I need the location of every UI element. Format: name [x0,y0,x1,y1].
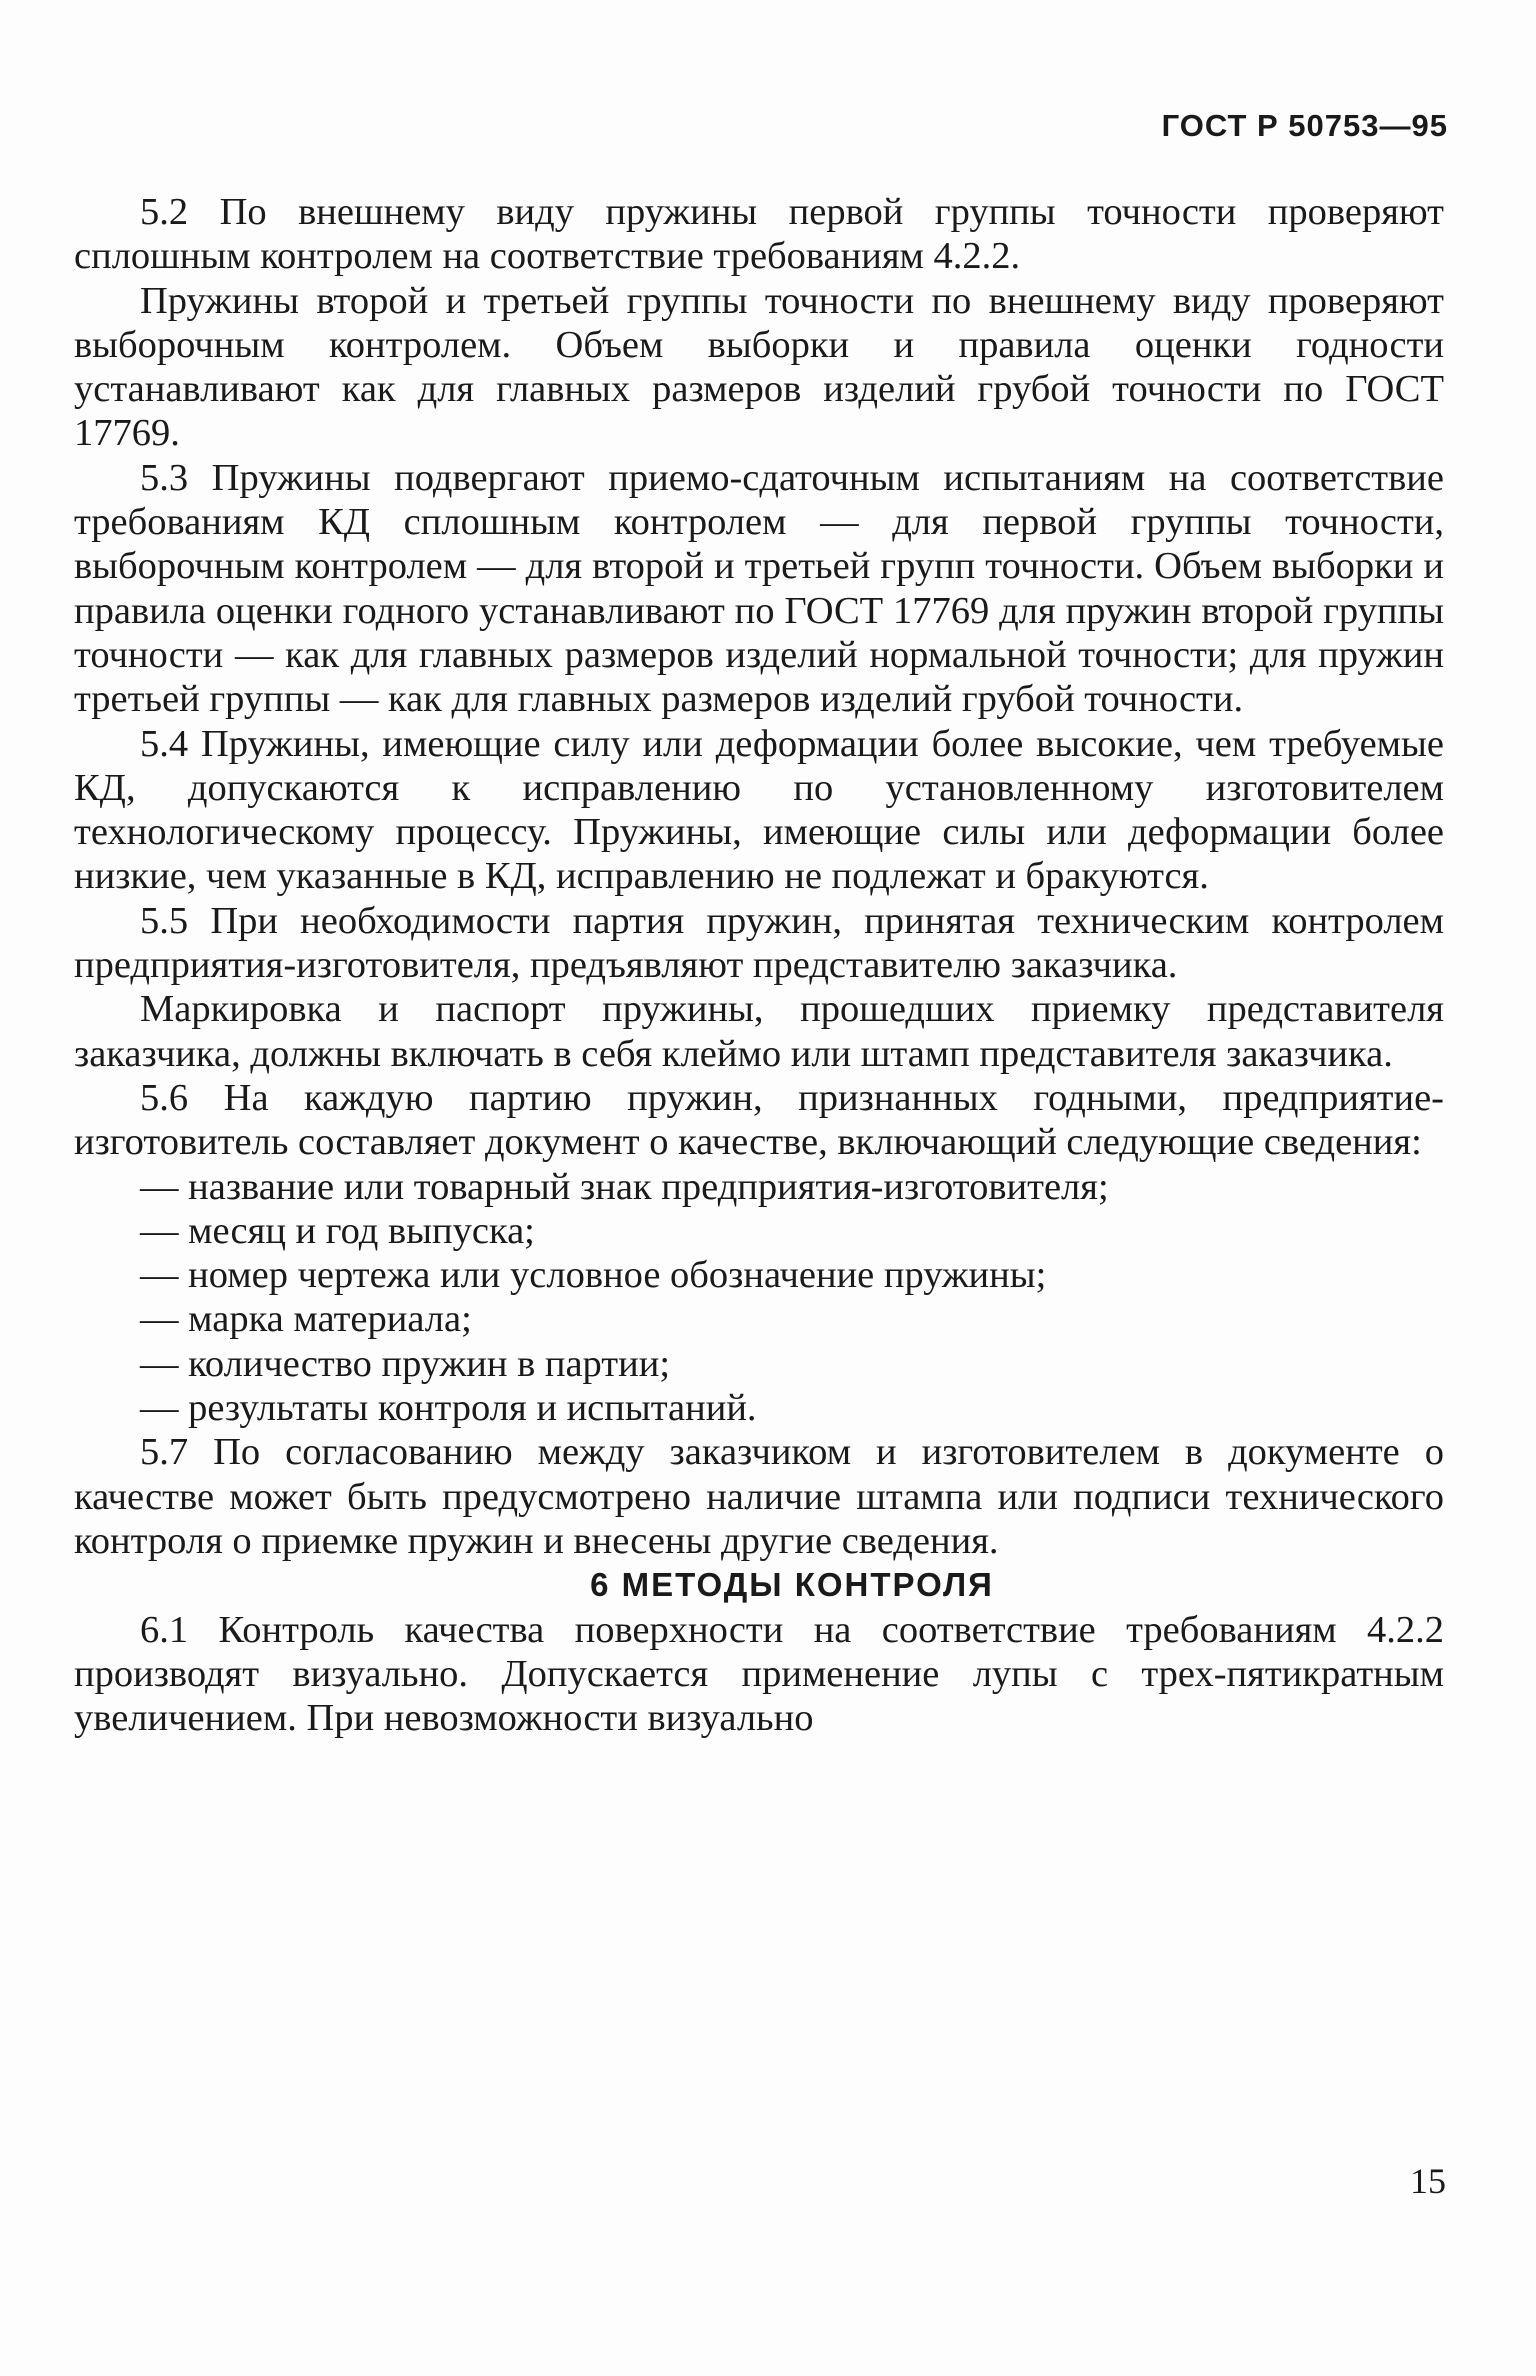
page-number: 15 [1410,2161,1446,2201]
list-item: — номер чертежа или условное обозначение пружины; [140,1254,1047,1297]
list-item: — результаты контроля и испытаний. [140,1387,757,1430]
paragraph-5-6: 5.6 На каждую партию пружин, признанных годными, предприятие-изготовитель составляет документ о качестве, включающий следующие сведения: [74,1076,1444,1164]
document-header: ГОСТ Р 50753—95 [1161,108,1448,143]
list-item: — месяц и год выпуска; [140,1209,535,1252]
paragraph-5-3: 5.3 Пружины подвергают приемо-сдаточным испытаниям на соответствие требованиям КД сплошным контролем — для первой группы точности, выборочным контролем — для второй и третьей групп точности. Объем выборки и правила оценки годного устанавливают по ГОСТ 17769 для пружин второй группы точности — как для главных размеров изделий нормальной точности; для пружин третьей группы — как для главных размеров изделий грубой точности. [74,456,1444,721]
paragraph-5-2: 5.2 По внешнему виду пружины первой группы точности проверяют сплошным контролем на соответствие требованиям 4.2.2. [74,191,1444,278]
paragraph-5-5: 5.5 При необходимости партия пружин, принятая техническим контролем предприятия-изготовителя, предъявляют представителю заказчика. [74,899,1444,987]
paragraph-5-5-cont: Маркировка и паспорт пружины, прошедших приемку представителя заказчика, должны включать в себя клеймо или штамп представителя заказчика. [74,988,1444,1075]
list-item: — название или товарный знак предприятия-изготовителя; [140,1165,1109,1208]
paragraph-5-4: 5.4 Пружины, имеющие силу или деформации более высокие, чем требуемые КД, допускаются к исправлению по установленному изготовителем технологическому процессу. Пружины, имеющие силы или деформации более низкие, чем указанные в КД, исправлению не подлежат и бракуются. [74,722,1444,898]
paragraph-6-1: 6.1 Контроль качества поверхности на соответствие требованиям 4.2.2 производят визуально. Допускается применение лупы с трех-пятикратным увеличением. При невозможности визуально [74,1608,1444,1740]
document-body [74,190,1444,1740]
section-title: 6 МЕТОДЫ КОНТРОЛЯ [590,1566,994,1604]
list-item: — количество пружин в партии; [140,1342,671,1385]
paragraph-5-2-cont: Пружины второй и третьей группы точности по внешнему виду проверяют выборочным контролем. Объем выборки и правила оценки годности устанавливают как для главных размеров изделий грубой точности по ГОСТ 17769. [74,279,1444,455]
list-item: — марка материала; [140,1298,472,1341]
paragraph-5-7: 5.7 По согласованию между заказчиком и изготовителем в документе о качестве может быть предусмотрено наличие штампа или подписи технического контроля о приемке пружин и внесены другие сведения. [74,1431,1444,1562]
